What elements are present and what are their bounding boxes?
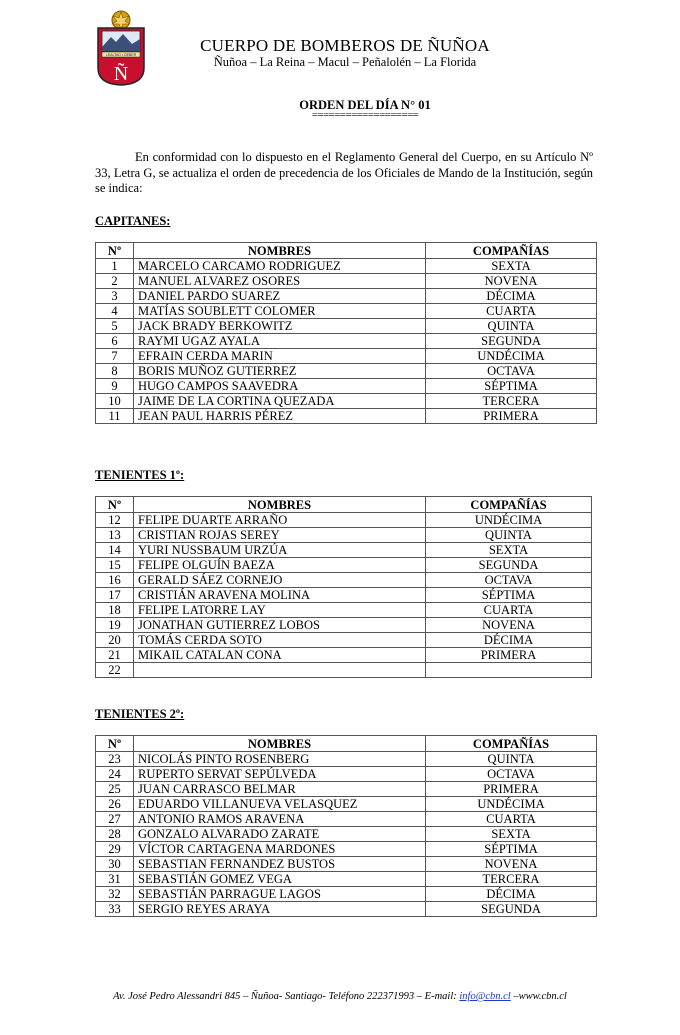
table-row	[96, 887, 597, 902]
column-header-companies: COMPAÑÍAS	[426, 736, 597, 752]
row-number: 15	[96, 558, 134, 573]
officer-name: ANTONIO RAMOS ARAVENA	[134, 812, 426, 827]
company-name: SEXTA	[426, 259, 597, 274]
table-row	[96, 633, 592, 648]
officer-name: JACK BRADY BERKOWITZ	[134, 319, 426, 334]
org-communes: Ñuñoa – La Reina – Macul – Peñalolén – La Florida	[213, 55, 477, 69]
officer-name: JAIME DE LA CORTINA QUEZADA	[134, 394, 426, 409]
row-number: 26	[96, 797, 134, 812]
row-number: 8	[96, 364, 134, 379]
table-row	[96, 528, 592, 543]
table-row	[96, 409, 597, 424]
column-header-companies: COMPAÑÍAS	[426, 243, 597, 259]
officer-name: MIKAIL CATALAN CONA	[134, 648, 426, 663]
column-header-num: Nº	[96, 243, 134, 259]
row-number: 23	[96, 752, 134, 767]
column-header-num: Nº	[96, 497, 134, 513]
row-number: 12	[96, 513, 134, 528]
company-name: PRIMERA	[426, 782, 597, 797]
table-row	[96, 334, 597, 349]
row-number: 25	[96, 782, 134, 797]
table-row	[96, 752, 597, 767]
company-name: UNDÉCIMA	[426, 513, 592, 528]
row-number: 14	[96, 543, 134, 558]
table-capitanes	[95, 242, 597, 424]
table-row	[96, 259, 597, 274]
table-row	[96, 603, 592, 618]
company-name: OCTAVA	[426, 364, 597, 379]
officer-name: MATÍAS SOUBLETT COLOMER	[134, 304, 426, 319]
table-row	[96, 902, 597, 917]
row-number: 30	[96, 857, 134, 872]
table-header-row	[96, 497, 592, 513]
table-header-row	[96, 736, 597, 752]
officer-name: RAYMI UGAZ AYALA	[134, 334, 426, 349]
company-name: PRIMERA	[426, 409, 597, 424]
table-header-row	[96, 243, 597, 259]
officer-name: FELIPE DUARTE ARRAÑO	[134, 513, 426, 528]
row-number: 2	[96, 274, 134, 289]
column-header-names: NOMBRES	[134, 736, 426, 752]
company-name: SÉPTIMA	[426, 842, 597, 857]
row-number: 31	[96, 872, 134, 887]
table-tenientes-1	[95, 496, 592, 678]
company-name: NOVENA	[426, 857, 597, 872]
officer-name: CRISTIAN ROJAS SEREY	[134, 528, 426, 543]
table-row	[96, 394, 597, 409]
table-row	[96, 782, 597, 797]
company-name	[426, 663, 592, 678]
company-name: UNDÉCIMA	[426, 349, 597, 364]
table-row	[96, 573, 592, 588]
column-header-names: NOMBRES	[134, 497, 426, 513]
svg-text:LEALTAD • DEBER: LEALTAD • DEBER	[105, 53, 137, 58]
company-name: UNDÉCIMA	[426, 797, 597, 812]
company-name: SEXTA	[426, 827, 597, 842]
table-row	[96, 767, 597, 782]
table-row	[96, 663, 592, 678]
table-row	[96, 543, 592, 558]
officer-name: SEBASTIÁN PARRAGUE LAGOS	[134, 887, 426, 902]
row-number: 13	[96, 528, 134, 543]
company-name: DÉCIMA	[426, 887, 597, 902]
table-row	[96, 812, 597, 827]
company-name: NOVENA	[426, 618, 592, 633]
table-row	[96, 513, 592, 528]
company-name: QUINTA	[426, 528, 592, 543]
org-name: CUERPO DE BOMBEROS DE ÑUÑOA	[200, 36, 490, 55]
company-name: SÉPTIMA	[426, 379, 597, 394]
company-name: CUARTA	[426, 603, 592, 618]
table-row	[96, 379, 597, 394]
footer-address: Av. José Pedro Alessandri 845 – Ñuñoa- Santiago- Teléfono 222371993 – E-mail:	[113, 991, 460, 1002]
column-header-names: NOMBRES	[134, 243, 426, 259]
column-header-companies: COMPAÑÍAS	[426, 497, 592, 513]
table-row	[96, 364, 597, 379]
company-name: TERCERA	[426, 872, 597, 887]
row-number: 16	[96, 573, 134, 588]
officer-name: JUAN CARRASCO BELMAR	[134, 782, 426, 797]
row-number: 6	[96, 334, 134, 349]
officer-name: MANUEL ALVAREZ OSORES	[134, 274, 426, 289]
company-name: SEGUNDA	[426, 558, 592, 573]
section-title-tenientes-2: TENIENTES 2º:	[95, 707, 185, 721]
footer-email-link[interactable]: info@cbn.cl	[459, 991, 511, 1002]
company-name: OCTAVA	[426, 767, 597, 782]
row-number: 24	[96, 767, 134, 782]
row-number: 7	[96, 349, 134, 364]
title-underline-rule: ===================	[311, 110, 419, 121]
table-row	[96, 857, 597, 872]
officer-name: GERALD SÁEZ CORNEJO	[134, 573, 426, 588]
row-number: 28	[96, 827, 134, 842]
table-row	[96, 274, 597, 289]
row-number: 4	[96, 304, 134, 319]
company-name: OCTAVA	[426, 573, 592, 588]
column-header-num: Nº	[96, 736, 134, 752]
footer-website: –www.cbn.cl	[510, 991, 567, 1002]
table-row	[96, 304, 597, 319]
company-name: CUARTA	[426, 812, 597, 827]
officer-name: EDUARDO VILLANUEVA VELASQUEZ	[134, 797, 426, 812]
officer-name: FELIPE LATORRE LAY	[134, 603, 426, 618]
row-number: 32	[96, 887, 134, 902]
row-number: 29	[96, 842, 134, 857]
officer-name: MARCELO CARCAMO RODRIGUEZ	[134, 259, 426, 274]
officer-name: TOMÁS CERDA SOTO	[134, 633, 426, 648]
row-number: 9	[96, 379, 134, 394]
row-number: 18	[96, 603, 134, 618]
company-name: SEGUNDA	[426, 334, 597, 349]
row-number: 5	[96, 319, 134, 334]
section-title-capitanes: CAPITANES:	[95, 214, 171, 228]
table-row	[96, 618, 592, 633]
table-tenientes-2	[95, 735, 597, 917]
page-footer	[0, 991, 680, 1002]
officer-name: BORIS MUÑOZ GUTIERREZ	[134, 364, 426, 379]
table-row	[96, 797, 597, 812]
table-row	[96, 349, 597, 364]
officer-name: SEBASTIAN FERNANDEZ BUSTOS	[134, 857, 426, 872]
row-number: 1	[96, 259, 134, 274]
table-row	[96, 558, 592, 573]
table-row	[96, 319, 597, 334]
company-name: SÉPTIMA	[426, 588, 592, 603]
officer-name: GONZALO ALVARADO ZARATE	[134, 827, 426, 842]
officer-name: EFRAIN CERDA MARIN	[134, 349, 426, 364]
svg-text:Ñ: Ñ	[113, 63, 129, 85]
row-number: 3	[96, 289, 134, 304]
row-number: 27	[96, 812, 134, 827]
officer-name: RUPERTO SERVAT SEPÚLVEDA	[134, 767, 426, 782]
officer-name: DANIEL PARDO SUAREZ	[134, 289, 426, 304]
company-name: TERCERA	[426, 394, 597, 409]
row-number: 22	[96, 663, 134, 678]
intro-paragraph: En conformidad con lo dispuesto en el Reglamento General del Cuerpo, en su Artículo Nº 33, Letra G, se actualiza el orden de precedencia de los Oficiales de Mando de la Institución, según se indica:	[95, 150, 593, 195]
officer-name: FELIPE OLGUÍN BAEZA	[134, 558, 426, 573]
table-row	[96, 289, 597, 304]
company-name: SEGUNDA	[426, 902, 597, 917]
company-name: PRIMERA	[426, 648, 592, 663]
officer-name: CRISTIÁN ARAVENA MOLINA	[134, 588, 426, 603]
officer-name: SERGIO REYES ARAYA	[134, 902, 426, 917]
section-title-tenientes-1: TENIENTES 1º:	[95, 468, 185, 482]
officer-name: JEAN PAUL HARRIS PÉREZ	[134, 409, 426, 424]
table-row	[96, 648, 592, 663]
company-name: NOVENA	[426, 274, 597, 289]
row-number: 21	[96, 648, 134, 663]
officer-name: VÍCTOR CARTAGENA MARDONES	[134, 842, 426, 857]
table-row	[96, 842, 597, 857]
row-number: 19	[96, 618, 134, 633]
company-name: DÉCIMA	[426, 633, 592, 648]
row-number: 20	[96, 633, 134, 648]
company-name: QUINTA	[426, 319, 597, 334]
company-name: QUINTA	[426, 752, 597, 767]
row-number: 10	[96, 394, 134, 409]
fire-brigade-crest-icon	[96, 10, 146, 86]
company-name: DÉCIMA	[426, 289, 597, 304]
table-row	[96, 872, 597, 887]
order-title: ORDEN DEL DÍA N° 01	[299, 98, 431, 112]
officer-name: NICOLÁS PINTO ROSENBERG	[134, 752, 426, 767]
company-name: SEXTA	[426, 543, 592, 558]
row-number: 17	[96, 588, 134, 603]
row-number: 33	[96, 902, 134, 917]
officer-name: HUGO CAMPOS SAAVEDRA	[134, 379, 426, 394]
table-row	[96, 827, 597, 842]
row-number: 11	[96, 409, 134, 424]
officer-name: YURI NUSSBAUM URZÚA	[134, 543, 426, 558]
officer-name	[134, 663, 426, 678]
table-row	[96, 588, 592, 603]
officer-name: JONATHAN GUTIERREZ LOBOS	[134, 618, 426, 633]
officer-name: SEBASTIÁN GOMEZ VEGA	[134, 872, 426, 887]
company-name: CUARTA	[426, 304, 597, 319]
